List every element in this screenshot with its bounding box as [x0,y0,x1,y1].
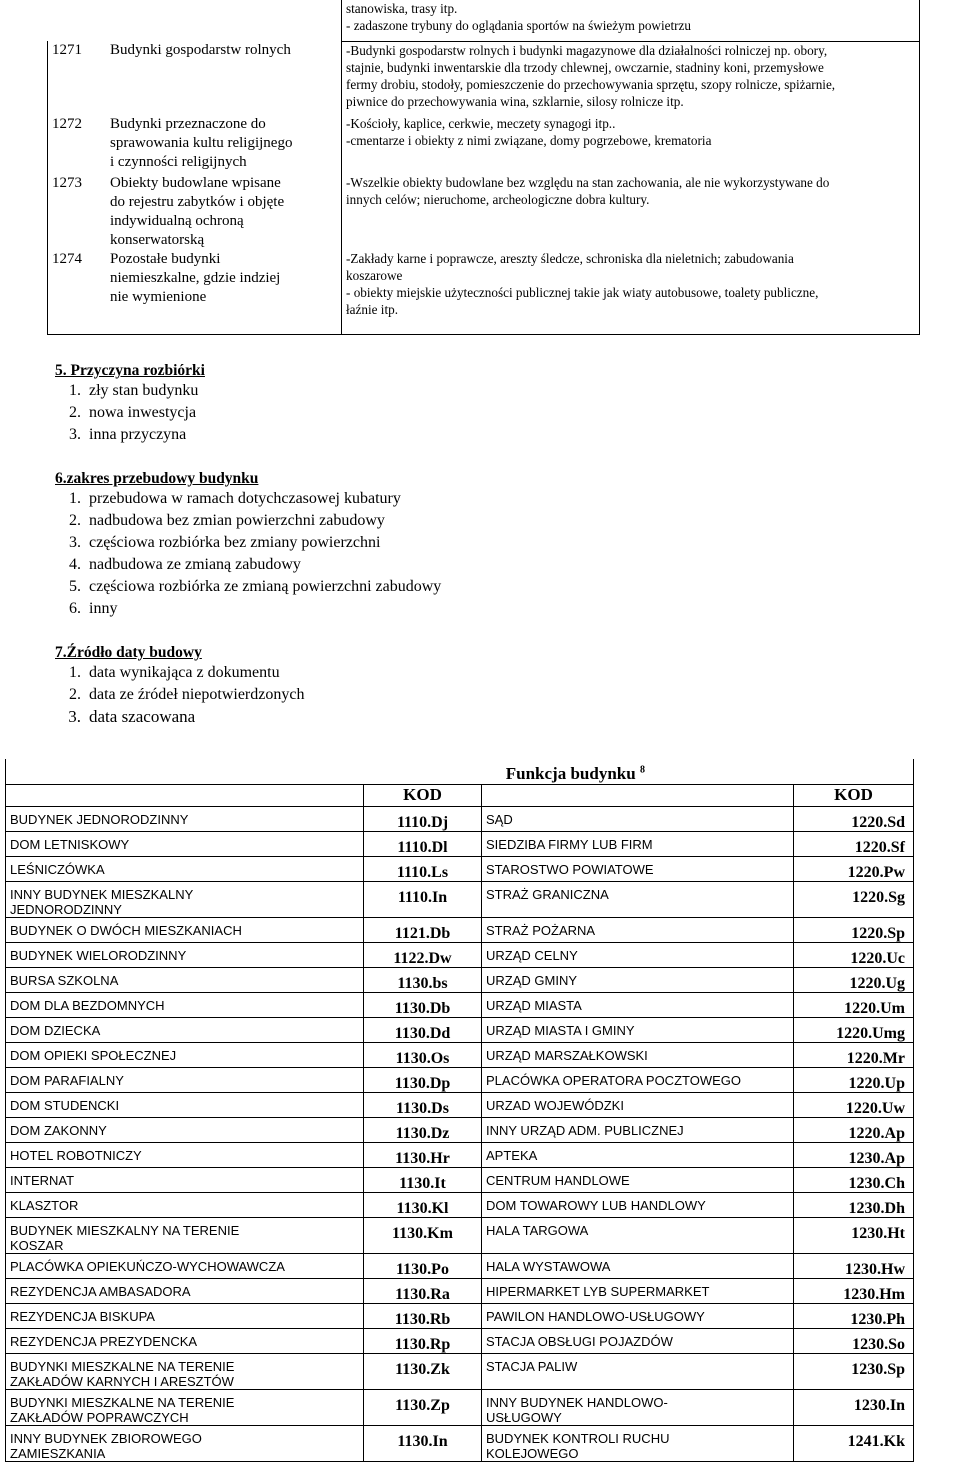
function-code-2: 1220.Sp [794,918,914,943]
classification-row [48,41,920,115]
function-name-line: LEŚNICZÓWKA [10,862,105,877]
footnote-marker: 8 [639,764,645,776]
function-name-line: DOM DLA BEZDOMNYCH [10,998,165,1013]
function-code-1: 1130.Zp [364,1390,482,1426]
function-code-1: 1130.Ds [364,1093,482,1118]
classification-name-line: konserwatorską [110,232,205,248]
function-code-2: 1230.In [794,1390,914,1426]
function-code-1: 1130.Km [364,1218,482,1254]
section-list [55,662,304,728]
header-fragment-row [48,0,920,41]
function-row [6,1118,914,1143]
function-code-1: 1130.Po [364,1254,482,1279]
footer-cell [48,320,342,334]
classification-name-line: niemieszkalne, gdzie indziej [110,270,281,286]
function-code-2: 1230.So [794,1329,914,1354]
function-name-line: DOM PARAFIALNY [10,1073,124,1088]
function-name-1 [6,832,364,857]
classification-code: 1271 [52,42,82,58]
function-code-1: 1130.Hr [364,1143,482,1168]
function-name-1 [6,857,364,882]
function-name-line: KLASZTOR [10,1198,79,1213]
function-row [6,1426,914,1462]
classification-code: 1272 [52,116,82,132]
function-name-line: ZAKŁADÓW KARNYCH I ARESZTÓW [10,1374,234,1389]
function-name-2 [482,1018,794,1043]
list-item-number: 2. [69,686,81,703]
function-code-2: 1241.Kk [794,1426,914,1462]
classification-name-line: nie wymienione [110,289,207,305]
function-name-2 [482,993,794,1018]
function-name-line: KOLEJOWEGO [486,1446,579,1461]
function-name-1 [6,1018,364,1043]
function-name-line: STRAŻ GRANICZNA [486,887,609,902]
function-name-2 [482,1218,794,1254]
function-row [6,1329,914,1354]
section-list [55,380,205,446]
function-name-2 [482,1426,794,1462]
function-name-1 [6,807,364,832]
function-code-1: 1130.Zk [364,1354,482,1390]
function-name-1 [6,882,364,918]
function-code-1: 1130.It [364,1168,482,1193]
classification-name-line: indywidualną ochroną [110,213,244,229]
classification-desc-line: fermy drobiu, stodoły, pomieszczenie do przechowywania sprzętu, szopy rolnicze, spiżarnie, [346,76,836,92]
function-name-2 [482,1329,794,1354]
function-name-line: INNY BUDYNEK HANDLOWO- [486,1395,668,1410]
list-item-text: nadbudowa ze zmianą zabudowy [89,556,301,573]
list-item-text: częściowa rozbiórka bez zmiany powierzchni [89,534,381,551]
kod-header-2: KOD [794,785,914,807]
list-item [55,662,304,684]
classification-row [48,174,920,250]
classification-desc-cell [342,41,920,115]
function-name-1 [6,943,364,968]
function-code-2: 1220.Sf [794,832,914,857]
function-name-line: BUDYNEK O DWÓCH MIESZKANIACH [10,923,242,938]
list-item [55,510,441,532]
function-name-2 [482,832,794,857]
list-item-text: nowa inwestycja [89,404,197,421]
function-name-1 [6,1218,364,1254]
header-fragment-line: stanowiska, trasy itp. [346,1,458,16]
section-title: 5. Przyczyna rozbiórki [55,362,205,379]
classification-desc-line: -cmentarze i obiekty z nimi związane, domy pogrzebowe, krematoria [346,133,712,148]
classification-desc-line: -Zakłady karne i poprawcze, areszty śledcze, schroniska dla nieletnich; zabudowania [346,251,794,266]
classification-name-line: Budynki gospodarstw rolnych [110,42,291,58]
section-title: 7.Źródło daty budowy [55,644,202,661]
function-code-2: 1220.Um [794,993,914,1018]
list-item [55,402,205,424]
function-row [6,857,914,882]
function-name-1 [6,1143,364,1168]
function-name-2 [482,857,794,882]
list-item-number: 3. [69,534,81,551]
function-name-2 [482,1168,794,1193]
function-row [6,1218,914,1254]
function-name-1 [6,968,364,993]
function-name-line: CENTRUM HANDLOWE [486,1173,630,1188]
function-name-line: URZĄD MIASTA [486,998,582,1013]
function-name-2 [482,1354,794,1390]
function-name-line: STACJA PALIW [486,1359,578,1374]
classification-desc-line: -Kościoły, kaplice, cerkwie, meczety synagogi itp.. [346,116,616,131]
function-name-line: DOM LETNISKOWY [10,837,130,852]
list-section [55,644,304,728]
function-name-line: SĄD [486,812,513,827]
function-name-1 [6,1068,364,1093]
function-name-line: KOSZAR [10,1238,64,1253]
list-item-text: przebudowa w ramach dotychczasowej kubatury [89,490,401,507]
function-code-1: 1130.Dp [364,1068,482,1093]
classification-row [48,250,920,320]
function-code-1: 1130.Ra [364,1279,482,1304]
function-name-line: STRAŻ POŻARNA [486,923,596,938]
function-name-1 [6,1279,364,1304]
function-code-1: 1130.Dz [364,1118,482,1143]
function-name-1 [6,1354,364,1390]
list-section [55,470,441,620]
classification-name [110,250,328,307]
function-name-line: INNY URZĄD ADM. PUBLICZNEJ [486,1123,684,1138]
function-name-line: DOM STUDENCKI [10,1098,120,1113]
classification-desc-line: koszarowe [346,268,403,283]
function-name-line: DOM DZIECKA [10,1023,101,1038]
function-name-1 [6,918,364,943]
list-item-number: 1. [69,490,81,507]
function-name-line: HOTEL ROBOTNICZY [10,1148,142,1163]
function-code-2: 1220.Uw [794,1093,914,1118]
function-name-line: PAWILON HANDLOWO-USŁUGOWY [486,1309,705,1324]
classification-name-line: Budynki przeznaczone do [110,116,266,132]
list-item-number: 3. [68,707,81,726]
function-code-1: 1110.In [364,882,482,918]
function-name-2 [482,1193,794,1218]
function-name-1 [6,1426,364,1462]
function-code-2: 1230.Sp [794,1354,914,1390]
function-code-2: 1230.Hw [794,1254,914,1279]
footer-cell [342,320,920,334]
function-row [6,1193,914,1218]
list-item-text: zły stan budynku [89,382,199,399]
function-row [6,918,914,943]
function-table-title: Funkcja budynku [505,764,636,783]
list-item-number: 2. [69,512,81,529]
function-name-line: BUDYNEK JEDNORODZINNY [10,812,189,827]
function-name-1 [6,1390,364,1426]
function-name-2 [482,1118,794,1143]
function-name-line: BUDYNEK KONTROLI RUCHU [486,1431,670,1446]
function-table-header [6,759,914,785]
list-item [55,380,205,402]
list-item [55,424,205,446]
list-item-number: 4. [69,556,81,573]
classification-name-line: sprawowania kultu religijnego [110,135,293,151]
function-row [6,1354,914,1390]
classification-footer-row [48,320,920,334]
function-name-line: STACJA OBSŁUGI POJAZDÓW [486,1334,673,1349]
function-row [6,1168,914,1193]
classification-desc-line: piwnice do przechowywania wina, szklarnie, silosy rolnicze itp. [346,93,684,109]
function-name-line: HIPERMARKET LYB SUPERMARKET [486,1284,710,1299]
function-row [6,832,914,857]
function-name-line: ZAKŁADÓW POPRAWCZYCH [10,1410,189,1425]
function-name-1 [6,1118,364,1143]
list-item-number: 5. [69,578,81,595]
classification-desc-line: - obiekty miejskie użyteczności publicznej takie jak wiaty autobusowe, toalety publiczne, [346,285,819,300]
list-item-text: nadbudowa bez zmian powierzchni zabudowy [89,512,385,529]
classification-name [110,174,328,250]
classification-code-cell [48,174,342,250]
function-code-2: 1220.Ug [794,968,914,993]
function-row [6,1093,914,1118]
classification-desc-cell [342,174,920,250]
list-item-number: 2. [69,404,81,421]
function-name-line: SIEDZIBA FIRMY LUB FIRM [486,837,653,852]
list-item [55,532,441,554]
classification-name [110,41,328,60]
function-code-1: 1130.Kl [364,1193,482,1218]
function-row [6,1304,914,1329]
function-name-1 [6,1043,364,1068]
classification-desc-line: -Wszelkie obiekty budowlane bez względu na stan zachowania, ale nie wykorzystywane do [346,175,830,190]
function-code-1: 1130.Os [364,1043,482,1068]
function-name-line: URZĄD CELNY [486,948,578,963]
function-code-1: 1121.Db [364,918,482,943]
function-row [6,1018,914,1043]
function-code-1: 1110.Ls [364,857,482,882]
function-name-2 [482,1279,794,1304]
function-name-line: URZĄD MIASTA I GMINY [486,1023,635,1038]
function-name-2 [482,1254,794,1279]
function-code-2: 1230.Ch [794,1168,914,1193]
list-item-text: inna przyczyna [89,426,187,443]
function-code-2: 1220.Sg [794,882,914,918]
list-item-text: data szacowana [89,707,196,726]
function-name-line: REZYDENCJA PREZYDENCKA [10,1334,198,1349]
header-desc-cell [342,0,920,41]
function-row [6,943,914,968]
function-name-2 [482,918,794,943]
function-code-2: 1220.Umg [794,1018,914,1043]
function-name-1 [6,1304,364,1329]
function-code-2: 1230.Ph [794,1304,914,1329]
function-row [6,1068,914,1093]
classification-code-cell [48,115,342,174]
function-name-2 [482,1068,794,1093]
classification-desc-line: łaźnie itp. [346,302,398,317]
section-list [55,488,441,620]
function-name-line: URZĄD MARSZAŁKOWSKI [486,1048,648,1063]
function-table [5,759,914,1462]
function-row [6,1043,914,1068]
classification-desc-line: stajnie, budynki inwentarskie dla trzody chlewnej, owczarnie, stadniny koni, przemysłowe [346,59,824,75]
list-section [55,362,205,446]
function-name-line: URZĄD GMINY [486,973,577,988]
function-code-1: 1130.Rp [364,1329,482,1354]
function-code-2: 1230.Dh [794,1193,914,1218]
classification-name-line: Pozostałe budynki [110,251,221,267]
list-item-text: inny [89,600,118,617]
function-code-2: 1220.Sd [794,807,914,832]
function-code-2: 1230.Ap [794,1143,914,1168]
list-item-number: 1. [69,664,81,681]
function-code-1: 1130.Db [364,993,482,1018]
kod-header-1: KOD [364,785,482,807]
function-name-2 [482,1043,794,1068]
function-name-line: USŁUGOWY [486,1410,562,1425]
function-row [6,968,914,993]
function-code-2: 1220.Ap [794,1118,914,1143]
list-item [55,598,441,620]
function-name-line: ZAMIESZKANIA [10,1446,106,1461]
function-code-2: 1230.Hm [794,1279,914,1304]
list-item [55,576,441,598]
function-name-line: DOM ZAKONNY [10,1123,107,1138]
function-code-1: 1130.bs [364,968,482,993]
function-code-2: 1220.Pw [794,857,914,882]
function-name-1 [6,1093,364,1118]
function-name-line: DOM TOWAROWY LUB HANDLOWY [486,1198,706,1213]
list-item-text: data wynikająca z dokumentu [89,664,280,681]
function-name-2 [482,882,794,918]
function-name-line: APTEKA [486,1148,538,1163]
function-name-line: PLACÓWKA OPIEKUŃCZO-WYCHOWAWCZA [10,1259,285,1274]
function-name-1 [6,1329,364,1354]
function-name-line: URZAD WOJEWÓDZKI [486,1098,624,1113]
list-item-number: 1. [69,382,81,399]
classification-code-cell [48,250,342,320]
function-name-1 [6,1168,364,1193]
function-name-line: HALA TARGOWA [486,1223,589,1238]
function-row [6,807,914,832]
function-name-line: BURSA SZKOLNA [10,973,119,988]
list-item [55,554,441,576]
function-row [6,882,914,918]
function-name-line: PLACÓWKA OPERATORA POCZTOWEGO [486,1073,741,1088]
function-name-line: BUDYNKI MIESZKALNE NA TERENIE [10,1359,235,1374]
list-item [55,488,441,510]
function-code-1: 1110.Dl [364,832,482,857]
function-row [6,1390,914,1426]
section-title: 6.zakres przebudowy budynku [55,470,259,487]
classification-name-line: do rejestru zabytków i objęte [110,194,285,210]
list-item-text: data ze źródeł niepotwierdzonych [89,686,305,703]
function-row [6,1254,914,1279]
list-item [55,684,304,706]
function-code-2: 1220.Up [794,1068,914,1093]
function-name-line: JEDNORODZINNY [10,902,122,917]
function-name-line: HALA WYSTAWOWA [486,1259,611,1274]
classification-code: 1273 [52,175,82,191]
classification-row [48,115,920,174]
function-name-1 [6,1193,364,1218]
classification-code-cell [48,41,342,115]
function-row [6,1279,914,1304]
function-name-line: BUDYNKI MIESZKALNE NA TERENIE [10,1395,235,1410]
classification-desc-line: -Budynki gospodarstw rolnych i budynki magazynowe dla działalności rolniczej np. obory, [346,42,828,58]
list-item-text: częściowa rozbiórka ze zmianą powierzchni zabudowy [89,578,442,595]
function-code-1: 1130.Rb [364,1304,482,1329]
function-row [6,1143,914,1168]
function-name-2 [482,1304,794,1329]
function-name-line: INNY BUDYNEK MIESZKALNY [10,887,194,902]
classification-desc-line: innych celów; nieruchome, archeologiczne dobra kultury. [346,192,650,207]
classification-name [110,115,328,172]
function-name-line: DOM OPIEKI SPOŁECZNEJ [10,1048,177,1063]
classification-name-line: Obiekty budowlane wpisane [110,175,281,191]
function-name-1 [6,1254,364,1279]
function-code-2: 1230.Ht [794,1218,914,1254]
function-name-line: REZYDENCJA AMBASADORA [10,1284,191,1299]
function-code-1: 1110.Dj [364,807,482,832]
function-name-line: BUDYNEK WIELORODZINNY [10,948,187,963]
function-name-line: BUDYNEK MIESZKALNY NA TERENIE [10,1223,240,1238]
function-name-line: STAROSTWO POWIATOWE [486,862,654,877]
kod-header-row [6,785,914,807]
classification-table [47,0,920,335]
classification-name-line: i czynności religijnych [110,154,247,170]
function-code-2: 1220.Mr [794,1043,914,1068]
function-name-2 [482,1143,794,1168]
list-item [55,706,304,728]
function-name-2 [482,968,794,993]
function-code-1: 1130.In [364,1426,482,1462]
function-name-line: REZYDENCJA BISKUPA [10,1309,155,1324]
function-code-1: 1130.Dd [364,1018,482,1043]
function-code-2: 1220.Uc [794,943,914,968]
function-name-2 [482,1390,794,1426]
function-code-1: 1122.Dw [364,943,482,968]
function-name-2 [482,943,794,968]
list-item-number: 3. [69,426,81,443]
classification-desc-cell [342,115,920,174]
header-fragment-line: - zadaszone trybuny do oglądania sportów na świeżym powietrzu [346,18,691,33]
classification-code: 1274 [52,251,82,267]
function-name-1 [6,993,364,1018]
function-name-line: INNY BUDYNEK ZBIOROWEGO [10,1431,202,1446]
list-item-number: 6. [69,600,81,617]
function-name-line: INTERNAT [10,1173,75,1188]
function-row [6,993,914,1018]
function-name-2 [482,1093,794,1118]
function-name-2 [482,807,794,832]
classification-desc-cell [342,250,920,320]
header-code-cell [48,0,342,41]
